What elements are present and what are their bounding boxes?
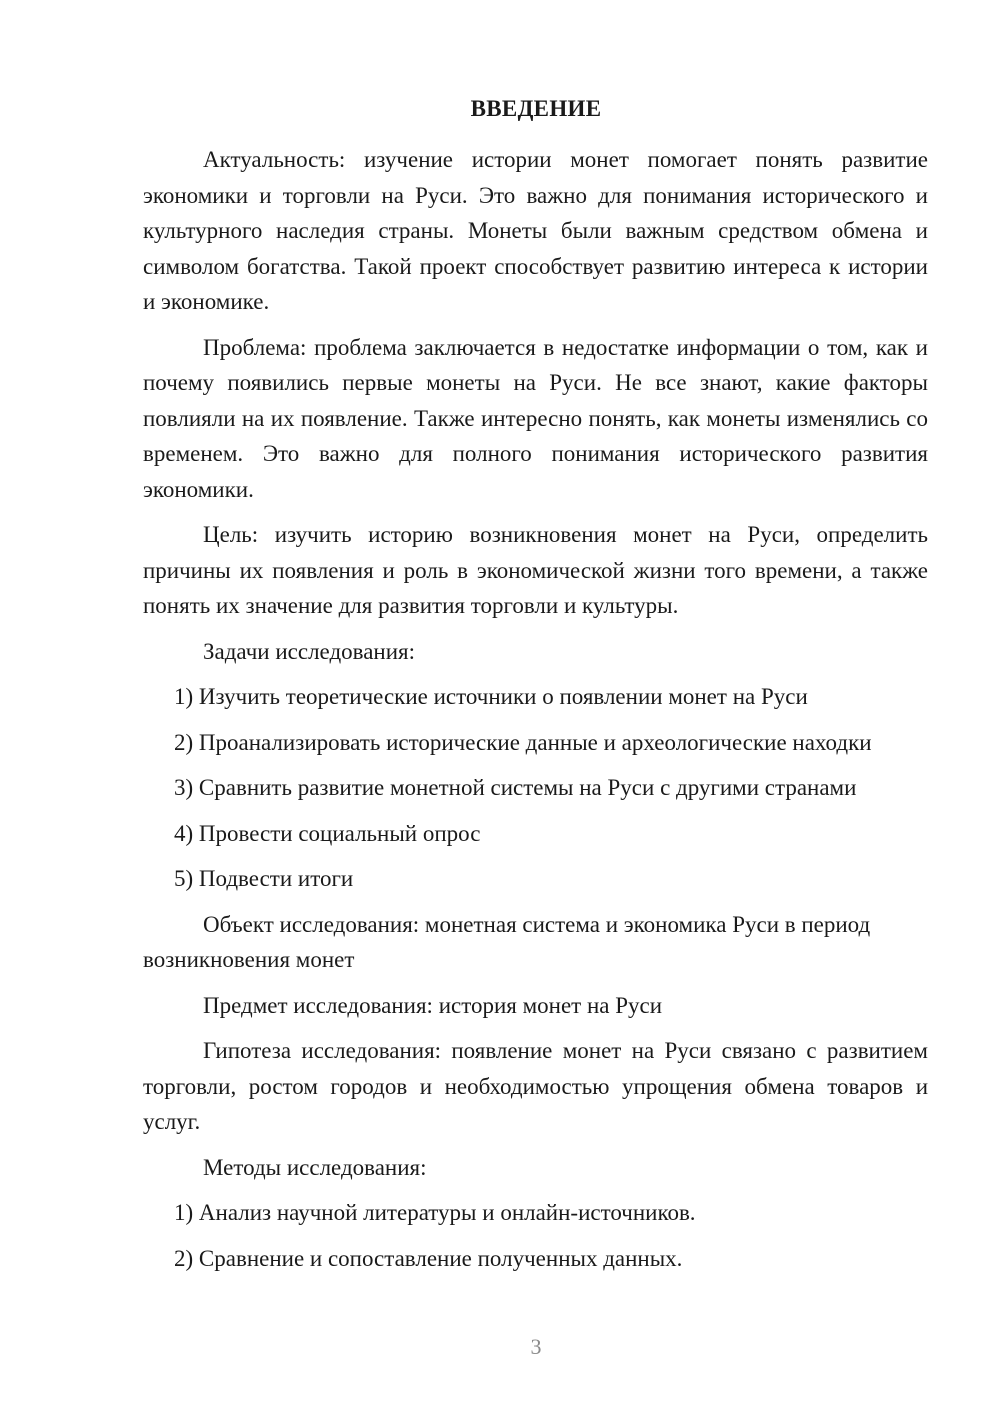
problem-paragraph: Проблема: проблема заключается в недостатке информации о том, как и почему появились первые монеты на Руси. Не все знают, какие факторы повлияли на их появление. Также интересно понять, как монеты изменялись со временем. Это важно для полного понимания исторического развития экономики. (143, 334, 928, 502)
method-item: 1) Анализ научной литературы и онлайн-источников. (174, 1200, 696, 1225)
subject-paragraph: Предмет исследования: история монет на Руси (203, 992, 663, 1018)
tasks-title: Задачи исследования: (203, 638, 416, 664)
hypothesis-paragraph: Гипотеза исследования: появление монет на Руси связано с развитием торговли, ростом городов и необходимостью упрощения обмена товаров и услуг. (143, 1038, 928, 1134)
goal-paragraph: Цель: изучить историю возникновения монет на Руси, определить причины их появления и роль в экономической жизни того времени, а также понять их значение для развития торговли и культуры. (143, 522, 928, 618)
method-item: 2) Сравнение и сопоставление полученных данных. (174, 1245, 683, 1271)
task-item: 3) Сравнить развитие монетной системы на Руси с другими странами (174, 775, 857, 800)
task-item: 4) Провести социальный опрос (174, 820, 481, 846)
task-item: 2) Проанализировать исторические данные и археологические находки (174, 729, 872, 755)
task-item: 5) Подвести итоги (174, 866, 354, 891)
page-number: 3 (530, 1334, 542, 1359)
object-paragraph: Объект исследования: монетная система и экономика Руси в период возникновения монет (143, 911, 871, 972)
section-heading: ВВЕДЕНИЕ (470, 96, 602, 121)
task-item: 1) Изучить теоретические источники о появлении монет на Руси (174, 684, 808, 709)
body-text (143, 142, 928, 1286)
relevance-paragraph: Актуальность: изучение истории монет помогает понять развитие экономики и торговли на Руси. Это важно для понимания исторического и культурного наследия страны. Монеты были важным средством обмена и символом богатства. Такой проект способствует развитию интереса к истории и экономике. (143, 147, 928, 314)
methods-title: Методы исследования: (203, 1154, 427, 1180)
